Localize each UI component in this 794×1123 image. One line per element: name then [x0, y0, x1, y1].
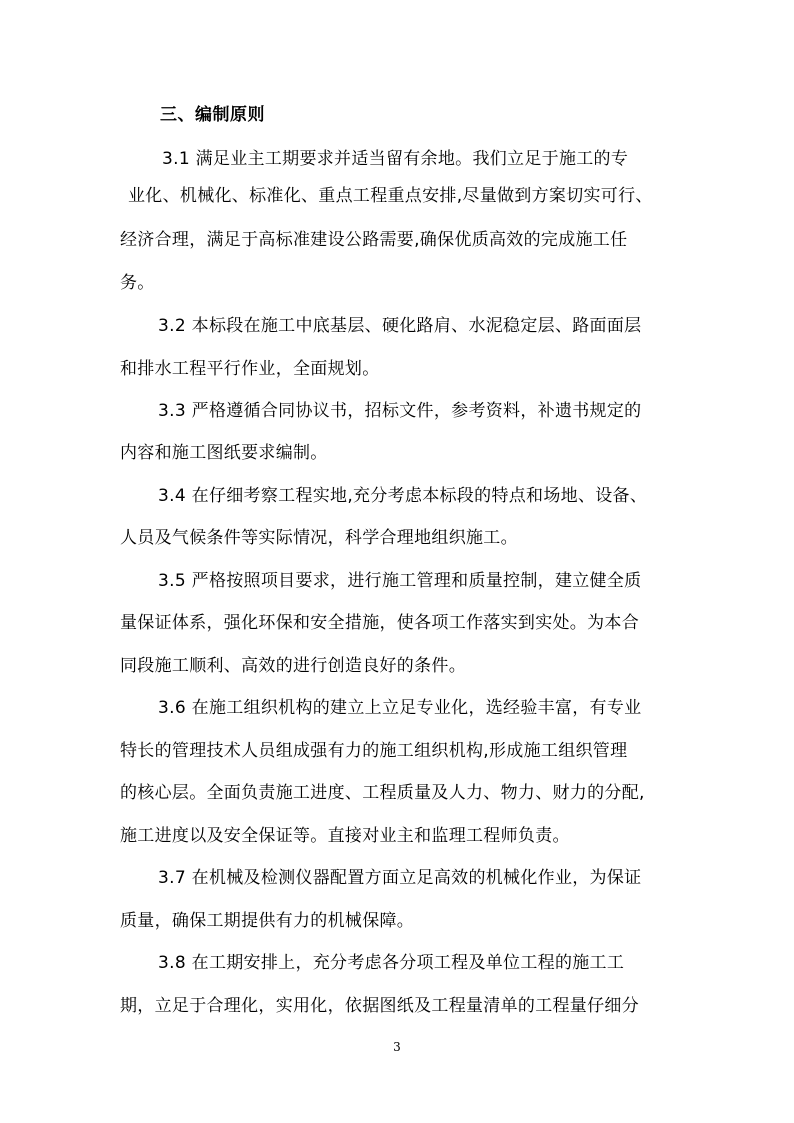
paragraph-line: 期，立足于合理化，实用化，依据图纸及工程量清单的工程量仔细分 — [120, 996, 639, 1016]
paragraph-line: 3.3 严格遵循合同协议书，招标文件，参考资料，补遗书规定的 — [158, 401, 642, 421]
section-heading: 三、编制原则 — [160, 105, 265, 125]
paragraph-line: 特长的管理技术人员组成强有力的施工组织机构,形成施工组织管理 — [120, 741, 628, 761]
page-number: 3 — [393, 1040, 401, 1054]
paragraph-line: 量保证体系，强化环保和安全措施，使各项工作落实到实处。为本合 — [120, 613, 639, 633]
paragraph-line: 3.4 在仔细考察工程实地,充分考虑本标段的特点和场地、设备、 — [158, 486, 648, 506]
paragraph-line: 同段施工顺利、高效的进行创造良好的条件。 — [120, 656, 466, 676]
paragraph-line: 3.5 严格按照项目要求，进行施工管理和质量控制，建立健全质 — [158, 571, 642, 591]
paragraph-line: 施工进度以及安全保证等。直接对业主和监理工程师负责。 — [120, 826, 570, 846]
paragraph-line: 3.6 在施工组织机构的建立上立足专业化，选经验丰富，有专业 — [158, 698, 642, 718]
paragraph-line: 务。 — [120, 273, 155, 293]
paragraph-line: 的核心层。全面负责施工进度、工程质量及人力、物力、财力的分配, — [120, 783, 645, 803]
paragraph-line: 业化、机械化、标准化、重点工程重点安排,尽量做到方案切实可行、 — [128, 186, 653, 206]
paragraph-line: 人员及气候条件等实际情况，科学合理地组织施工。 — [120, 528, 518, 548]
paragraph-line: 质量，确保工期提供有力的机械保障。 — [120, 911, 415, 931]
paragraph-line: 和排水工程平行作业，全面规划。 — [120, 359, 380, 379]
paragraph-line: 3.8 在工期安排上，充分考虑各分项工程及单位工程的施工工 — [158, 953, 625, 973]
paragraph-line: 3.1 满足业主工期要求并适当留有余地。我们立足于施工的专 — [162, 149, 629, 169]
paragraph-line: 3.2 本标段在施工中底基层、硬化路肩、水泥稳定层、路面面层 — [158, 316, 642, 336]
paragraph-line: 内容和施工图纸要求编制。 — [120, 443, 328, 463]
paragraph-line: 经济合理，满足于高标准建设公路需要,确保优质高效的完成施工任 — [120, 230, 628, 250]
paragraph-line: 3.7 在机械及检测仪器配置方面立足高效的机械化作业，为保证 — [158, 868, 642, 888]
